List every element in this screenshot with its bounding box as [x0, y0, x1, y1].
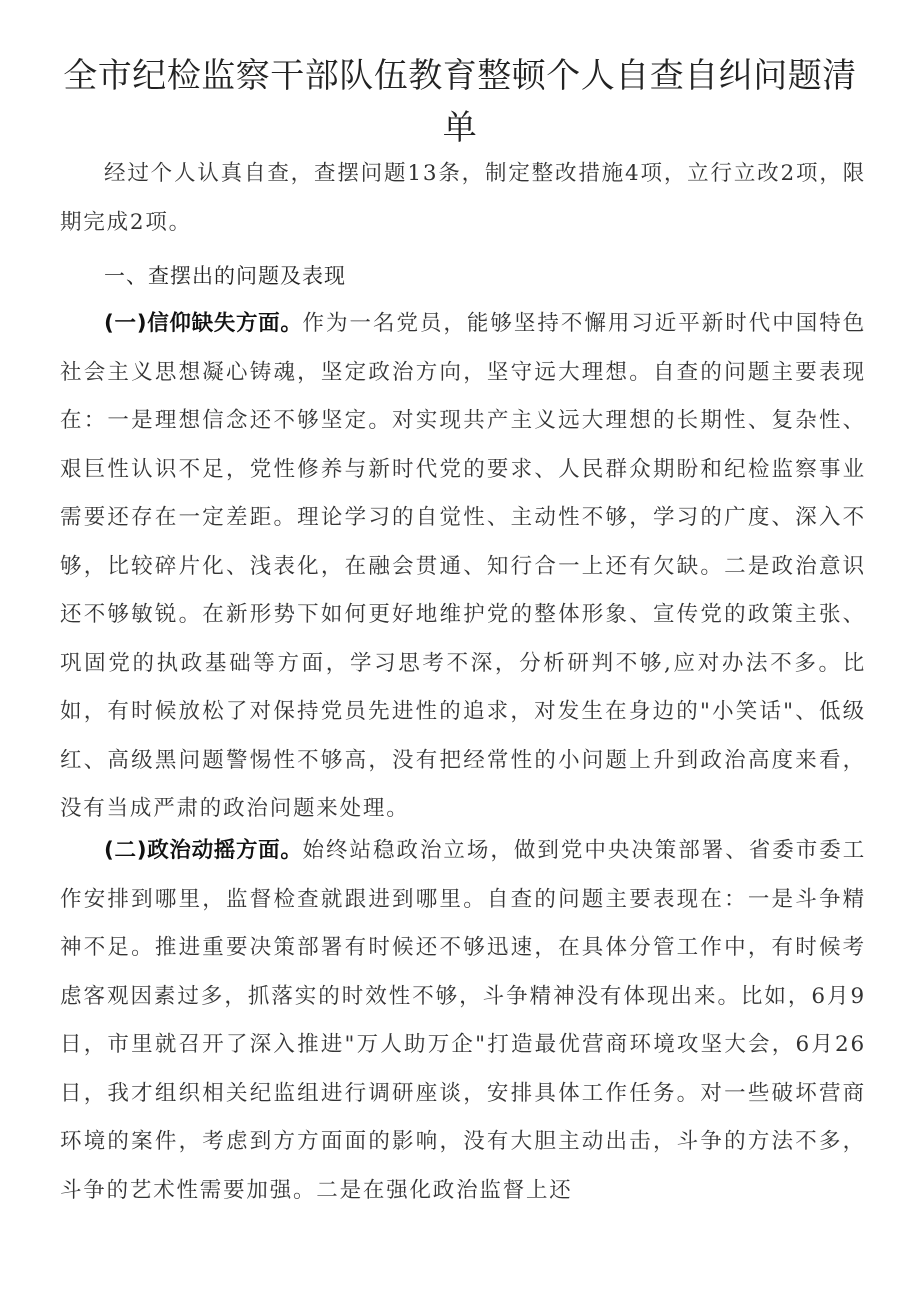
paragraph-faith-label: (一)信仰缺失方面。 [104, 311, 303, 336]
document-title: 全市纪检监察干部队伍教育整顿个人自查自纠问题清单 [63, 56, 857, 148]
paragraph-faith-body: 作为一名党员，能够坚持不懈用习近平新时代中国特色社会主义思想凝心铸魂，坚定政治方向，坚守远大理想。自查的问题主要表现在：一是理想信念还不够坚定。对实现共产主义远大理想的长期性、复杂性、艰巨性认识不足，党性修养与新时代党的要求、人民群众期盼和纪检监察事业需要还存在一定差距。理论学习的自觉性、主动性不够，学习的广度、深入不够，比较碎片化、浅表化，在融会贯通、知行合一上还有欠缺。二是政治意识还不够敏锐。在新形势下如何更好地维护党的整体形象、宣传党的政策主张、巩固党的执政基础等方面，学习思考不深，分析研判不够,应对办法不多。比如，有时候放松了对保持党员先进性的追求，对发生在身边的"小笑话"、低级红、高级黑问题警惕性不够高，没有把经常性的小问题上升到政治高度来看，没有当成严肃的政治问题来处理。 [60, 311, 866, 821]
paragraph-faith [60, 300, 866, 834]
intro-paragraph: 经过个人认真自查，查摆问题13条，制定整改措施4项，立行立改2项，限期完成2项。 [60, 161, 866, 235]
section-heading: 一、查摆出的问题及表现 [104, 264, 346, 288]
paragraph-politics [60, 827, 866, 1215]
paragraph-politics-label: (二)政治动摇方面。 [104, 838, 303, 863]
paragraph-politics-body: 始终站稳政治立场，做到党中央决策部署、省委市委工作安排到哪里，监督检查就跟进到哪里。自查的问题主要表现在：一是斗争精神不足。推进重要决策部署有时候还不够迅速，在具体分管工作中，有时候考虑客观因素过多，抓落实的时效性不够，斗争精神没有体现出来。比如，6月9日，市里就召开了深入推进"万人助万企"打造最优营商环境攻坚大会，6月26日，我才组织相关纪监组进行调研座谈，安排具体工作任务。对一些破坏营商环境的案件，考虑到方方面面的影响，没有大胆主动出击，斗争的方法不多，斗争的艺术性需要加强。二是在强化政治监督上还 [60, 838, 866, 1203]
